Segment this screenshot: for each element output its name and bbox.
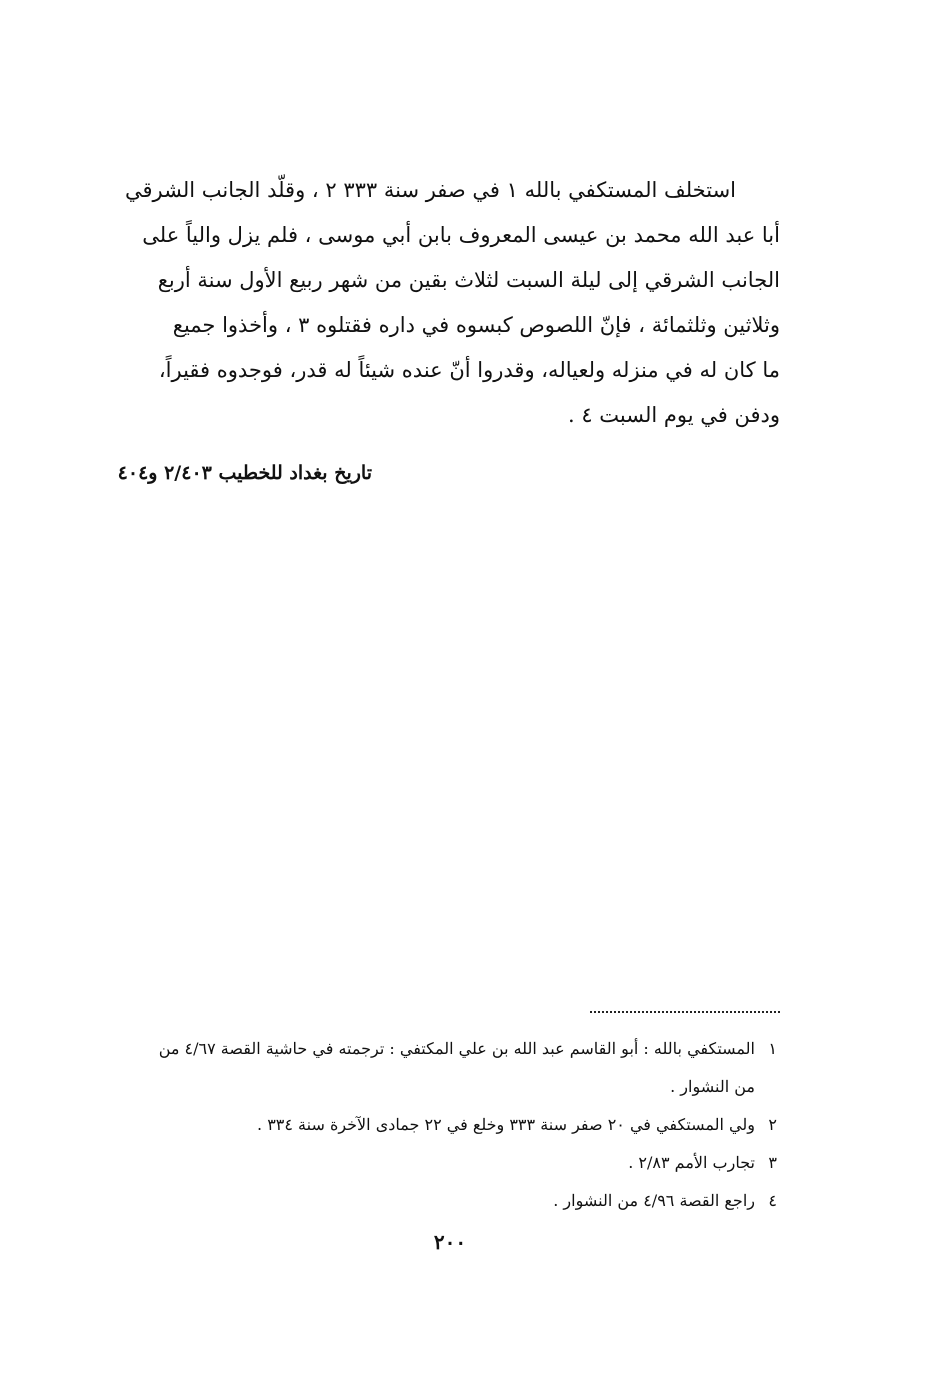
footnote-number: ٤: [768, 1191, 777, 1210]
footnote-item: [105, 1182, 777, 1220]
footnote-item: [105, 1106, 777, 1144]
main-paragraph: [100, 168, 780, 438]
footnotes-list: [105, 1030, 777, 1220]
paragraph-line: ودفن في يوم السبت ٤ .: [567, 403, 780, 427]
footnote-text: راجع القصة ٤/٩٦ من النشوار .: [553, 1191, 755, 1210]
paragraph-line: وثلاثين وثلثمائة ، فإنّ اللصوص كبسوه في داره فقتلوه ٣ ، وأخذوا جميع: [172, 313, 780, 337]
footnote-number: ١: [768, 1039, 777, 1058]
footnote-item: [105, 1144, 777, 1182]
footnote-number: ٢: [768, 1115, 777, 1134]
footnote-text: المستكفي بالله : أبو القاسم عبد الله بن علي المكتفي : ترجمته في حاشية القصة ٤/٦٧ من: [158, 1039, 755, 1058]
footnote-divider: [590, 1011, 780, 1013]
footnote-item: [105, 1030, 777, 1106]
paragraph-line: الجانب الشرقي إلى ليلة السبت لثلاث بقين من شهر ربيع الأول سنة أربع: [157, 268, 780, 292]
footnote-text: ولي المستكفي في ٢٠ صفر سنة ٣٣٣ وخلع في ٢٢ جمادى الآخرة سنة ٣٣٤ .: [257, 1115, 755, 1134]
footnote-continuation: من النشوار .: [670, 1077, 755, 1096]
paragraph-line: استخلف المستكفي بالله ١ في صفر سنة ٣٣٣ ٢ ، وقلّد الجانب الشرقي: [124, 178, 736, 202]
footnote-number: ٣: [768, 1153, 777, 1172]
page-number: ٢٠٠: [433, 1230, 467, 1254]
source-citation: تاريخ بغداد للخطيب ٢/٤٠٣ و٤٠٤: [117, 462, 372, 484]
paragraph-line: ما كان له في منزله ولعياله، وقدروا أنّ عنده شيئاً له قدر، فوجدوه فقيراً،: [158, 358, 780, 382]
footnote-text: تجارب الأمم ٢/٨٣ .: [628, 1153, 755, 1172]
paragraph-line: أبا عبد الله محمد بن عيسى المعروف بابن أبي موسى ، فلم يزل والياً على: [142, 223, 780, 247]
